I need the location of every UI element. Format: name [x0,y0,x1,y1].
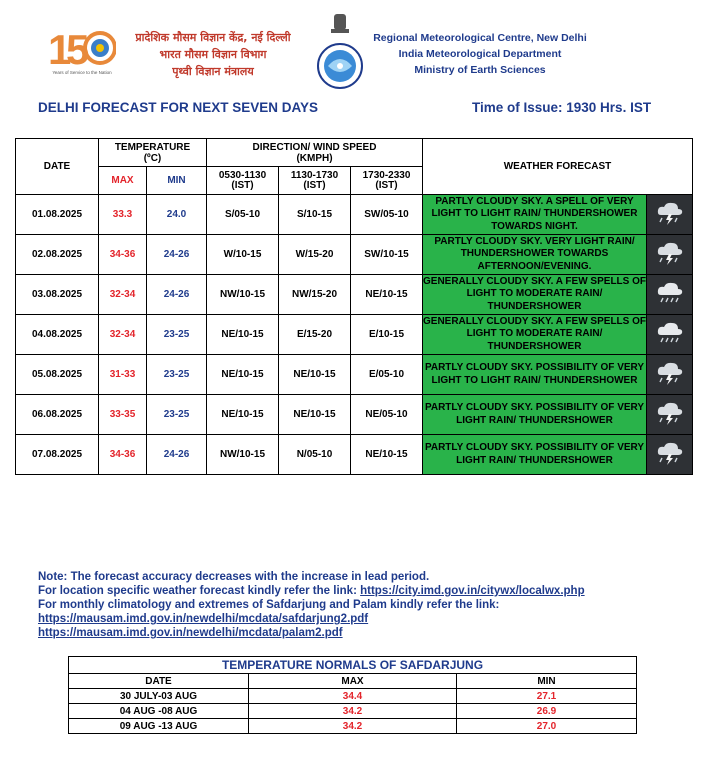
wind-unit: (KMPH) [296,152,333,164]
date-header: DATE [16,139,99,195]
hindi-line-moes: पृथ्वी विज्ञान मंत्रालय [172,65,254,78]
normals-min-header: MIN [457,674,637,689]
safdarjung-link[interactable]: https://mausam.imd.gov.in/newdelhi/mcdata/safdarjung2.pdf [38,613,369,625]
normals-min: 26.9 [457,704,637,719]
temperature-unit: (ºC) [143,152,162,164]
slot3-time: 1730-2330 [362,169,411,181]
forecast-row [16,235,693,275]
imd-emblem-logo [316,12,364,98]
forecast-min: 24-26 [147,235,207,275]
wind-header [207,139,423,167]
forecast-min: 23-25 [147,315,207,355]
weather-forecast-header: WEATHER FORECAST [423,139,693,195]
forecast-min: 24-26 [147,435,207,475]
forecast-date: 03.08.2025 [16,275,99,315]
normals-date: 04 AUG -08 AUG [69,704,249,719]
forecast-text: PARTLY CLOUDY SKY. VERY LIGHT RAIN/ THUNDERSHOWER TOWARDS AFTERNOON/EVENING. [423,235,647,275]
forecast-min: 24.0 [147,195,207,235]
temperature-header [99,139,207,167]
english-line-imd: India Meteorological Department [398,48,562,60]
forecast-wind-evening: SW/10-15 [351,235,423,275]
temperature-label: TEMPERATURE [114,141,191,153]
forecast-max: 32-34 [99,275,147,315]
forecast-row [16,395,693,435]
forecast-wind-afternoon: NE/10-15 [279,395,351,435]
normals-date: 09 AUG -13 AUG [69,719,249,734]
forecast-date: 05.08.2025 [16,355,99,395]
normals-min: 27.0 [457,719,637,734]
forecast-text: GENERALLY CLOUDY SKY. A FEW SPELLS OF LIGHT TO MODERATE RAIN/ THUNDERSHOWER [423,275,647,315]
normals-title: TEMPERATURE NORMALS OF SAFDARJUNG [69,657,637,674]
thunderstorm-rain-icon [647,195,693,235]
monthly-climatology-text: For monthly climatology and extremes of Safdarjung and Palam kindly refer the link: [38,599,500,611]
slot1-time: 0530-1130 [218,169,267,181]
forecast-date: 04.08.2025 [16,315,99,355]
forecast-text: GENERALLY CLOUDY SKY. A FEW SPELLS OF LIGHT TO MODERATE RAIN/ THUNDERSHOWER [423,315,647,355]
forecast-min: 23-25 [147,355,207,395]
rain-cloud-icon [647,315,693,355]
wind-label: DIRECTION/ WIND SPEED [252,141,377,153]
svg-text:5: 5 [66,26,90,73]
note-label: Note: [38,571,68,583]
forecast-wind-evening: NE/10-15 [351,435,423,475]
normals-max: 34.4 [249,689,457,704]
forecast-wind-morning: NE/10-15 [207,355,279,395]
forecast-wind-afternoon: N/05-10 [279,435,351,475]
forecast-min: 23-25 [147,395,207,435]
forecast-row [16,355,693,395]
note-text: The forecast accuracy decreases with the increase in lead period. [70,571,430,583]
normals-min: 27.1 [457,689,637,704]
forecast-max: 34-36 [99,435,147,475]
forecast-min: 24-26 [147,275,207,315]
normals-max: 34.2 [249,704,457,719]
slot1-tz: (IST) [231,179,254,191]
forecast-date: 07.08.2025 [16,435,99,475]
normals-row [69,704,637,719]
local-forecast-text: For location specific weather forecast kindly refer the link: [38,585,357,597]
forecast-table [15,138,693,475]
rain-cloud-icon [647,275,693,315]
normals-row [69,689,637,704]
normals-date: 30 JULY-03 AUG [69,689,249,704]
notes-section [38,570,585,640]
english-line-rmc: Regional Meteorological Centre, New Delhi [373,32,587,44]
slot2-header [279,167,351,195]
slot2-time: 1130-1730 [290,169,339,181]
forecast-text: PARTLY CLOUDY SKY. POSSIBILITY OF VERY LIGHT TO LIGHT RAIN/ THUNDERSHOWER [423,355,647,395]
forecast-text: PARTLY CLOUDY SKY. POSSIBILITY OF VERY LIGHT RAIN/ THUNDERSHOWER [423,395,647,435]
slot3-tz: (IST) [375,179,398,191]
forecast-wind-evening: E/10-15 [351,315,423,355]
forecast-wind-morning: S/05-10 [207,195,279,235]
forecast-wind-afternoon: NE/10-15 [279,355,351,395]
forecast-wind-evening: NE/05-10 [351,395,423,435]
imd-150-years-logo [48,18,116,82]
max-header: MAX [99,167,147,195]
forecast-row [16,435,693,475]
forecast-wind-morning: NW/10-15 [207,275,279,315]
forecast-max: 31-33 [99,355,147,395]
forecast-wind-evening: NE/10-15 [351,275,423,315]
forecast-max: 33.3 [99,195,147,235]
forecast-max: 32-34 [99,315,147,355]
issue-time: Time of Issue: 1930 Hrs. IST [472,100,652,115]
forecast-row [16,195,693,235]
hindi-line-rmc: प्रादेशिक मौसम विज्ञान केंद्र, नई दिल्ली [135,31,291,44]
forecast-wind-evening: SW/05-10 [351,195,423,235]
normals-max: 34.2 [249,719,457,734]
palam-link[interactable]: https://mausam.imd.gov.in/newdelhi/mcdata/palam2.pdf [38,627,343,639]
svg-text:1: 1 [48,26,72,73]
normals-max-header: MAX [249,674,457,689]
forecast-wind-morning: W/10-15 [207,235,279,275]
forecast-date: 06.08.2025 [16,395,99,435]
slot1-header [207,167,279,195]
forecast-text: PARTLY CLOUDY SKY. POSSIBILITY OF VERY LIGHT RAIN/ THUNDERSHOWER [423,435,647,475]
slot2-tz: (IST) [303,179,326,191]
forecast-max: 34-36 [99,235,147,275]
thunderstorm-rain-icon [647,235,693,275]
forecast-wind-afternoon: W/15-20 [279,235,351,275]
forecast-wind-afternoon: S/10-15 [279,195,351,235]
thunderstorm-rain-icon [647,355,693,395]
normals-table [68,656,637,734]
hindi-line-imd: भारत मौसम विज्ञान विभाग [159,48,267,61]
forecast-wind-morning: NE/10-15 [207,315,279,355]
forecast-max: 33-35 [99,395,147,435]
normals-date-header: DATE [69,674,249,689]
thunderstorm-rain-icon [647,435,693,475]
local-forecast-link[interactable]: https://city.imd.gov.in/citywx/localwx.php [360,585,585,597]
normals-row [69,719,637,734]
forecast-row [16,315,693,355]
thunderstorm-rain-icon [647,395,693,435]
english-line-moes: Ministry of Earth Sciences [414,64,546,76]
forecast-date: 01.08.2025 [16,195,99,235]
forecast-wind-afternoon: NW/15-20 [279,275,351,315]
forecast-wind-morning: NW/10-15 [207,435,279,475]
forecast-date: 02.08.2025 [16,235,99,275]
forecast-wind-afternoon: E/15-20 [279,315,351,355]
forecast-text: PARTLY CLOUDY SKY. A SPELL OF VERY LIGHT TO LIGHT RAIN/ THUNDERSHOWER TOWARDS NIGHT. [423,195,647,235]
forecast-row [16,275,693,315]
slot3-header [351,167,423,195]
page-title: DELHI FORECAST FOR NEXT SEVEN DAYS [38,100,319,115]
forecast-wind-morning: NE/10-15 [207,395,279,435]
logo-caption: Years of Service to the Nation [52,70,112,75]
forecast-wind-evening: E/05-10 [351,355,423,395]
min-header: MIN [147,167,207,195]
